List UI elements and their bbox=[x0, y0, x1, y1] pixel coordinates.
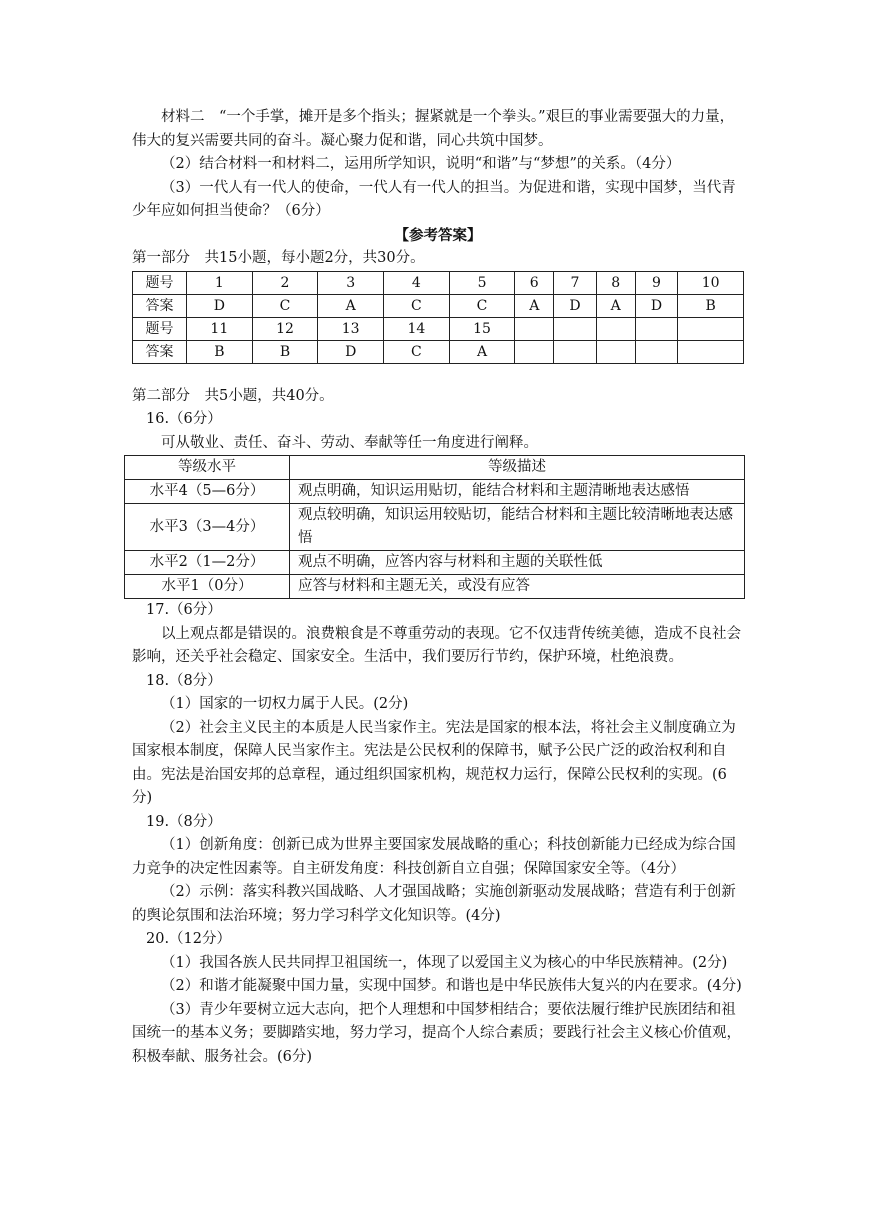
mc-cell: 14 bbox=[384, 317, 450, 340]
mc-row-label: 题号 bbox=[133, 271, 187, 294]
grading-level: 水平1（0分） bbox=[125, 575, 290, 599]
mc-cell: D bbox=[635, 294, 678, 317]
mc-cell: 7 bbox=[554, 271, 597, 294]
grading-row bbox=[125, 480, 745, 504]
mc-cell: 10 bbox=[678, 271, 744, 294]
q19-heading: 19.（8分） bbox=[146, 813, 222, 830]
q20-part-1: （1）我国各族人民共同捍卫祖国统一，体现了以爱国主义为核心的中华民族精神。(2分) bbox=[161, 954, 728, 971]
mc-cell bbox=[635, 317, 678, 340]
grading-row bbox=[125, 551, 745, 575]
grading-desc: 观点较明确，知识运用较贴切，能结合材料和主题比较清晰地表达感悟 bbox=[290, 504, 745, 551]
q16-grading-table bbox=[124, 455, 745, 599]
mc-row-label: 答案 bbox=[133, 294, 187, 317]
q19-part-1: （1）创新角度：创新已成为世界主要国家发展战略的重心；科技创新能力已经成为综合国力竞争的决定性因素等。自主研发角度：科技创新自立自强；保障国家安全等。（4分） bbox=[132, 837, 736, 877]
question-3: （3）一代人有一代人的使命，一代人有一代人的担当。为促进和谐，实现中国梦，当代青少年应如何担当使命？（6分） bbox=[132, 179, 736, 219]
mc-answer-table bbox=[132, 271, 744, 364]
question-2: （2）结合材料一和材料二，运用所学知识，说明“和谐”与“梦想”的关系。（4分） bbox=[161, 156, 681, 172]
mc-cell: C bbox=[252, 294, 318, 317]
grading-row bbox=[125, 575, 745, 599]
q20-heading: 20.（12分） bbox=[146, 931, 232, 947]
mc-cell bbox=[554, 317, 597, 340]
q18-heading: 18.（8分） bbox=[146, 672, 222, 689]
mc-cell: 11 bbox=[187, 317, 253, 340]
mc-cell bbox=[596, 340, 635, 363]
mc-cell: 12 bbox=[252, 317, 318, 340]
mc-cell: D bbox=[554, 294, 597, 317]
mc-cell: 5 bbox=[449, 271, 515, 294]
answer-title: 【参考答案】 bbox=[394, 226, 482, 244]
grading-level: 水平3（3—4分） bbox=[125, 504, 290, 551]
mc-cell: B bbox=[252, 340, 318, 363]
mc-cell: 4 bbox=[384, 271, 450, 294]
mc-table-row bbox=[133, 271, 744, 294]
mc-cell: C bbox=[384, 294, 450, 317]
mc-cell: 8 bbox=[596, 271, 635, 294]
grading-row bbox=[125, 504, 745, 551]
q18-part-2: （2）社会主义民主的本质是人民当家作主。宪法是国家的根本法，将社会主义制度确立为国家根本制度，保障人民当家作主。宪法是公民权利的保障书，赋予公民广泛的政治权利和自由。宪法是治国安邦的总章程，通过组织国家机构，规范权力运行，保障公民权利的实现。(6分) bbox=[132, 719, 736, 806]
mc-cell: 3 bbox=[318, 271, 384, 294]
mc-cell: 13 bbox=[318, 317, 384, 340]
mc-cell: C bbox=[449, 294, 515, 317]
q17-text: 以上观点都是错误的。浪费粮食是不尊重劳动的表现。它不仅违背传统美德，造成不良社会影响，还关乎社会稳定、国家安全。生活中，我们要厉行节约，保护环境，杜绝浪费。 bbox=[132, 625, 741, 665]
part-two-heading: 第二部分 共5小题，共40分。 bbox=[132, 387, 334, 404]
mc-cell bbox=[635, 340, 678, 363]
q19-part-2: （2）示例：落实科教兴国战略、人才强国战略；实施创新驱动发展战略；营造有利于创新的舆论氛围和法治环境；努力学习科学文化知识等。(4分) bbox=[132, 884, 736, 924]
grading-level: 水平4（5—6分） bbox=[125, 480, 290, 504]
mc-table-row bbox=[133, 340, 744, 363]
q18-part-1: （1）国家的一切权力属于人民。(2分) bbox=[161, 696, 409, 712]
mc-table-row bbox=[133, 317, 744, 340]
q20-part-2: （2）和谐才能凝聚中国力量，实现中国梦。和谐也是中华民族伟大复兴的内在要求。(4分) bbox=[161, 978, 742, 994]
mc-cell bbox=[678, 340, 744, 363]
mc-cell: D bbox=[318, 340, 384, 363]
part-one-heading: 第一部分 共15小题，每小题2分，共30分。 bbox=[132, 250, 425, 266]
q20-part-3: （3）青少年要树立远大志向，把个人理想和中国梦相结合；要依法履行维护民族团结和祖国统一的基本义务；要脚踏实地，努力学习，提高个人综合素质；要践行社会主义核心价值观，积极奉献、服务社会。(6分) bbox=[132, 1001, 741, 1065]
mc-cell bbox=[596, 317, 635, 340]
mc-cell bbox=[515, 340, 554, 363]
material-two: 材料二 “一个手掌，摊开是多个指头；握紧就是一个拳头。”艰巨的事业需要强大的力量，伟大的复兴需要共同的奋斗。凝心聚力促和谐，同心共筑中国梦。 bbox=[132, 109, 735, 149]
mc-table-row bbox=[133, 294, 744, 317]
mc-cell: 1 bbox=[187, 271, 253, 294]
document-page bbox=[132, 106, 744, 1069]
mc-cell: D bbox=[187, 294, 253, 317]
grading-header-row bbox=[125, 456, 745, 480]
grading-header-level: 等级水平 bbox=[125, 456, 290, 480]
q16-text: 可从敬业、责任、奋斗、劳动、奉献等任一角度进行阐释。 bbox=[161, 434, 538, 451]
mc-cell: A bbox=[596, 294, 635, 317]
mc-cell: B bbox=[678, 294, 744, 317]
mc-cell: A bbox=[515, 294, 554, 317]
grading-header-desc: 等级描述 bbox=[290, 456, 745, 480]
grading-desc: 观点明确，知识运用贴切，能结合材料和主题清晰地表达感悟 bbox=[290, 480, 745, 504]
mc-cell: 2 bbox=[252, 271, 318, 294]
mc-cell bbox=[515, 317, 554, 340]
q16-heading: 16.（6分） bbox=[146, 411, 222, 427]
mc-cell: 9 bbox=[635, 271, 678, 294]
mc-row-label: 答案 bbox=[133, 340, 187, 363]
mc-row-label: 题号 bbox=[133, 317, 187, 340]
grading-desc: 观点不明确，应答内容与材料和主题的关联性低 bbox=[290, 551, 745, 575]
q17-heading: 17.（6分） bbox=[146, 602, 222, 618]
mc-cell bbox=[678, 317, 744, 340]
mc-cell: A bbox=[449, 340, 515, 363]
grading-desc: 应答与材料和主题无关，或没有应答 bbox=[290, 575, 745, 599]
mc-cell: 6 bbox=[515, 271, 554, 294]
mc-cell: 15 bbox=[449, 317, 515, 340]
mc-cell: B bbox=[187, 340, 253, 363]
mc-cell bbox=[554, 340, 597, 363]
mc-cell: C bbox=[384, 340, 450, 363]
grading-level: 水平2（1—2分） bbox=[125, 551, 290, 575]
mc-cell: A bbox=[318, 294, 384, 317]
